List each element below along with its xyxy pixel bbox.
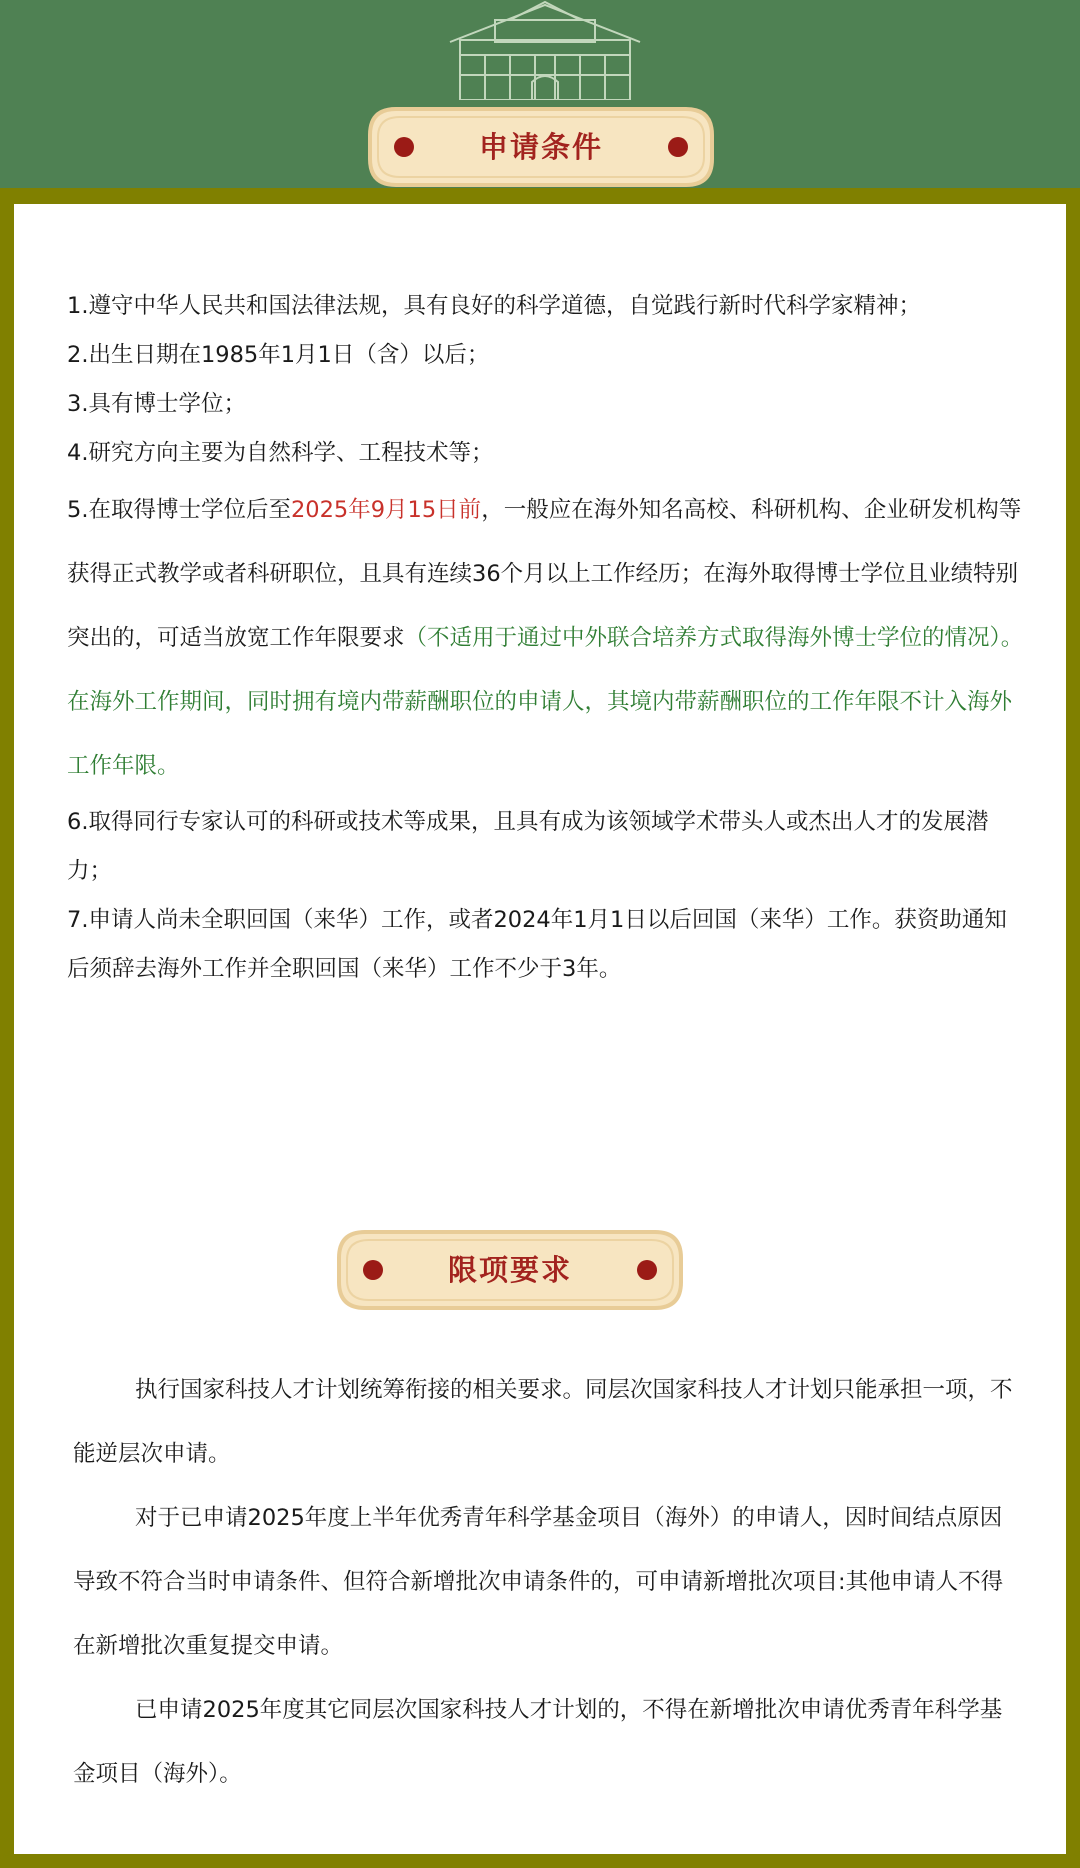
building-icon [440, 0, 650, 100]
condition-item: 3.具有博士学位； [67, 391, 246, 417]
section-badge-conditions [366, 105, 716, 189]
condition-5-body: ，一般应在海外知名高校、科研机构、企业研发机构等获得正式教学或者科研职位，且具有连续36个月以上工作经历；在海外取得博士学位且业绩特别突出的，可适当放宽工作年限要求 [67, 497, 1022, 651]
condition-item: 1.遵守中华人民共和国法律法规，具有良好的科学道德，自觉践行新时代科学家精神； [67, 293, 921, 319]
conditions-list [67, 282, 1027, 994]
condition-5-prefix: 5.在取得博士学位后至 [67, 497, 291, 523]
condition-item: 7.申请人尚未全职回国（来华）工作，或者2024年1月1日以后回国（来华）工作。获资助通知后须辞去海外工作并全职回国（来华）工作不少于3年。 [67, 907, 1007, 982]
condition-item-5 [67, 478, 1027, 798]
limits-paragraph: 已申请2025年度其它同层次国家科技人才计划的，不得在新增批次申请优秀青年科学基金项目（海外）。 [73, 1697, 1003, 1787]
condition-item: 4.研究方向主要为自然科学、工程技术等； [67, 440, 494, 466]
section-title-limits: 限项要求 [447, 1253, 572, 1287]
section-title-conditions: 申请条件 [478, 130, 603, 164]
limits-paragraph: 执行国家科技人才计划统筹衔接的相关要求。同层次国家科技人才计划只能承担一项，不能逆层次申请。 [73, 1377, 1013, 1467]
limits-text [73, 1358, 1018, 1806]
condition-5-note: （不适用于通过中外联合培养方式取得海外博士学位的情况）。在海外工作期间，同时拥有境内带薪酬职位的申请人，其境内带薪酬职位的工作年限不计入海外工作年限。 [67, 625, 1024, 779]
deadline-highlight: 2025年9月15日前 [290, 497, 482, 523]
condition-item: 2.出生日期在1985年1月1日（含）以后； [67, 342, 490, 368]
limits-paragraph: 对于已申请2025年度上半年优秀青年科学基金项目（海外）的申请人，因时间结点原因导致不符合当时申请条件、但符合新增批次申请条件的，可申请新增批次项目:其他申请人不得在新增批次重复提交申请。 [73, 1505, 1004, 1659]
condition-item: 6.取得同行专家认可的科研或技术等成果，且具有成为该领域学术带头人或杰出人才的发展潜力； [67, 809, 989, 884]
section-badge-limits [335, 1228, 685, 1312]
